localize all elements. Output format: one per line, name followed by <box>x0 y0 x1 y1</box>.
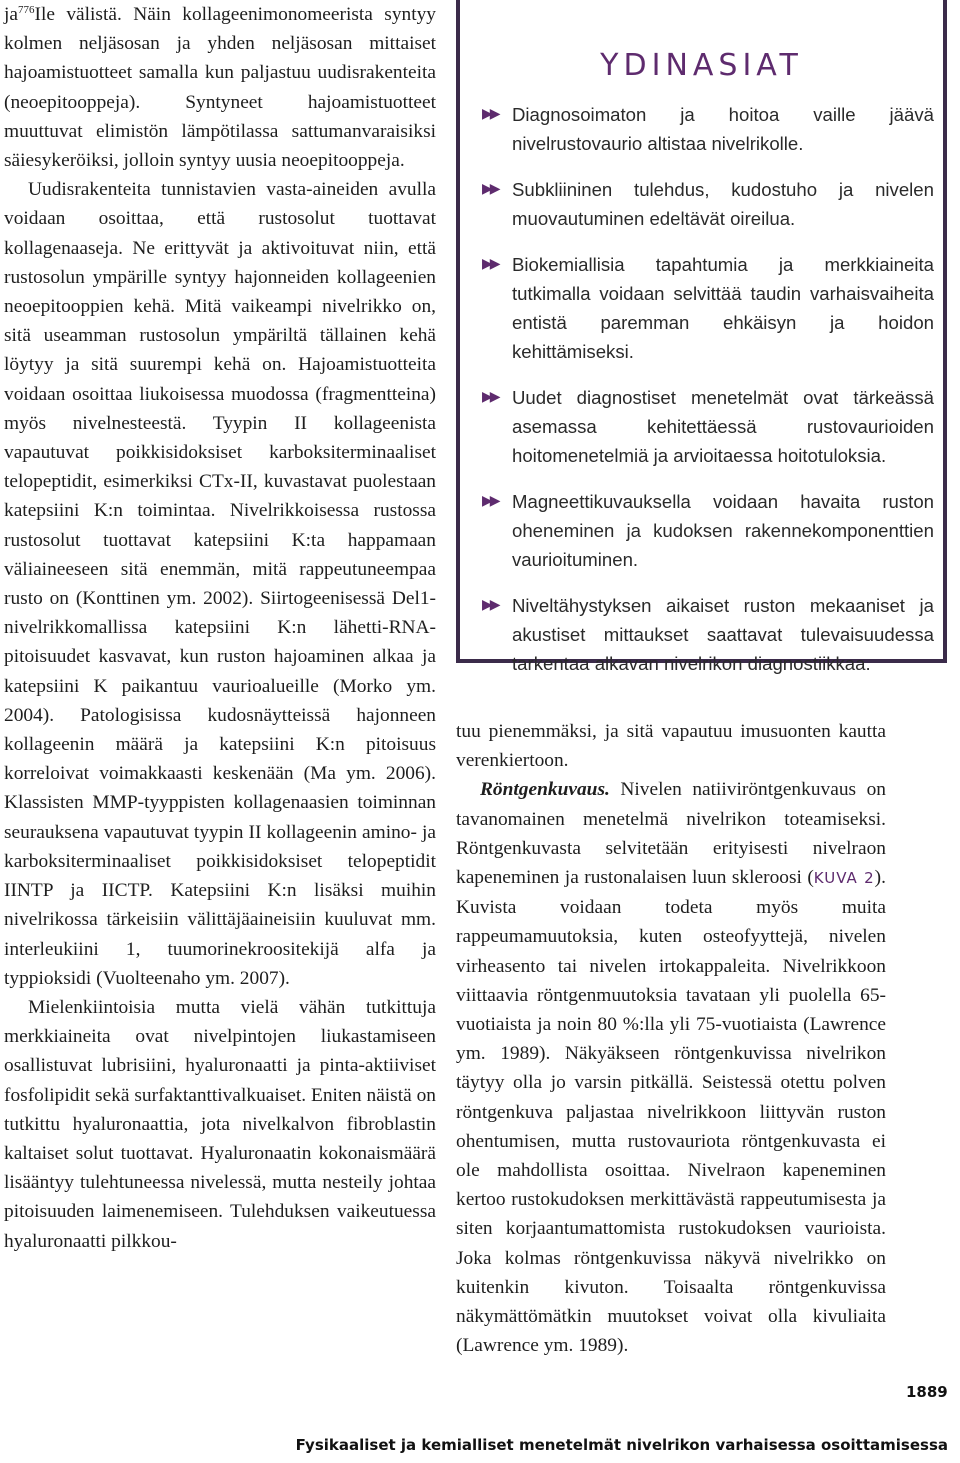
paragraph-text: ). Kuvista voidaan todeta myös muita rappeumamuutoksia, kuten osteofyyttejä, nivelen virheasento tai nivelen irtokappaleita. Nivelrikkoon viittaavia röntgenmuutoksia tavataan yli puolella 65-vuotiaista ja noin 80 %:lla yli 75-vuotiaista (Lawrence ym. 1989). Näkyäkseen röntgenkuvissa nivelrikon täytyy olla jo varsin pitkällä. Seistessä otettu polven röntgenkuva paljastaa nivelrikkoon liittyvän ruston ohentumisen, mutta rustovauriota röntgenkuvasta ei ole mahdollista osoittaa. Nivelraon kapeneminen kertoo rustokudoksen merkittävästä rappeutumisesta ja siten korjaantumattomista rustokudoksen vaurioista. Joka kolmas röntgenkuvissa näkyvä nivelrikko on kuitenkin kivuton. Toisaalta röntgenkuvissa näkymättömätkin muutokset voivat olla kivuliaita (Lawrence ym. 1989). <box>456 867 886 1357</box>
right-paragraph-2 <box>456 775 886 1360</box>
page-number: 1889 <box>906 1383 948 1401</box>
double-arrow-bullet-icon: ▶▶ <box>482 181 498 197</box>
key-point-item <box>482 175 934 233</box>
right-text-column <box>456 717 886 1360</box>
key-point-item <box>482 487 934 574</box>
left-paragraph-1 <box>4 0 436 175</box>
key-point-item <box>482 250 934 366</box>
paragraph-rest-text: Ile välistä. Näin kollageenimonomeerista syntyy kolmen neljäsosan ja yhden neljäsosan mittaiset hajoamistuotteet samalla kun paljastuu uudisrakenteita (neoepitooppeja). Syntyneet hajoamistuotteet muuttuvat elimistön lämpötilassa sattumanvaraisiksi säiesykeröiksi, jolloin syntyy uusia neoepitooppeja. <box>4 4 436 172</box>
paragraph-text: Nivelen natiiviröntgenkuvaus on tavanomainen menetelmä nivelrikon toteamiseksi. Röntgenkuvasta selvitetään erityisesti nivelraon kapeneminen ja rustonalaisen luun skleroosi ( <box>456 779 886 889</box>
paragraph-start-text: ja <box>4 4 18 25</box>
section-subheading: Röntgenkuvaus. <box>480 779 610 801</box>
key-points-box <box>456 0 947 674</box>
left-text-column <box>4 0 436 1256</box>
left-paragraph-3: Mielenkiintoisia mutta vielä vähän tutkittuja merkkiaineita ovat nivelpintojen liukastamiseen osallistuvat lubrisiini, hyaluronaatti ja pinta-aktiiviset fosfolipidit sekä surfaktanttivalkuaiset. Eniten näistä on tutkittu hyaluronaattia, jota nivelkalvon fibroblastin kaltaiset solut tuottavat. Hyaluronaatin kokonaismäärä lisääntyy tulehtuneessa nivelessä, mutta nesteily johtaa pitoisuuden laimenemiseen. Tulehduksen vaikeutuessa hyaluronaatti pilkkou- <box>4 996 436 1252</box>
key-points-list <box>482 100 934 695</box>
key-point-text: Diagnosoimaton ja hoitoa vaille jäävä nivelrustovaurio altistaa nivelrikolle. <box>512 104 934 154</box>
double-arrow-bullet-icon: ▶▶ <box>482 256 498 272</box>
key-point-item <box>482 100 934 158</box>
key-point-item <box>482 591 934 678</box>
reference-superscript: 776 <box>18 4 35 16</box>
double-arrow-bullet-icon: ▶▶ <box>482 106 498 122</box>
double-arrow-bullet-icon: ▶▶ <box>482 389 498 405</box>
right-paragraph-1: tuu pienemmäksi, ja sitä vapautuu imusuonten kautta verenkiertoon. <box>456 721 886 772</box>
key-point-text: Biokemiallisia tapahtumia ja merkkiaineita tutkimalla voidaan selvittää taudin varhaisvaiheita entistä paremman ehkäisyn ja hoidon kehittämiseksi. <box>512 254 934 362</box>
key-points-title: YDINASIAT <box>600 48 803 83</box>
double-arrow-bullet-icon: ▶▶ <box>482 493 498 509</box>
key-point-text: Subkliininen tulehdus, kudostuho ja nivelen muovautuminen edeltävät oireilua. <box>512 179 934 229</box>
key-point-text: Magneettikuvauksella voidaan havaita ruston oheneminen ja kudoksen rakennekomponenttien vaurioituminen. <box>512 491 934 570</box>
key-point-item <box>482 383 934 470</box>
left-paragraph-2: Uudisrakenteita tunnistavien vasta-aineiden avulla voidaan osoittaa, että rustosolut tuottavat kollagenaaseja. Ne erittyvät ja aktivoituvat niin, että rustosolun ympärille syntyy hajonneiden kollageenien neoepitooppien kehä. Mitä vaikeampi nivelrikko on, sitä useamman rustosolun ympäriltä tällainen kehä löytyy ja sitä suurempi kehä on. Hajoamistuotteita voidaan osoittaa liukoisessa muodossa (fragmentteina) myös nivelnesteestä. Tyypin II kollageenista vapautuvat poikkisidoksiset karboksiterminaaliset telopeptidit, esimerkiksi CTx-II, kuvastavat puolestaan katepsiini K:n toimintaa. Nivelrikkoisessa rustossa rustosolut tuottavat katepsiini K:ta happamaan väliaineeseen sitä enemmän, mitä rappeutuneempaa rusto on (Konttinen ym. 2002). Siirtogeenisessä Del1-nivelrikkomallissa katepsiini K:n lähetti-RNA-pitoisuudet kasvavat, kun ruston hajoaminen alkaa ja katepsiini K paikantuu vaurioalueille (Morko ym. 2004). Patologisissa kudosnäytteissä hajonneen kollageenin määrä ja katepsiini K:n pitoisuus korreloivat voimakkaasti keskenään (Ma ym. 2006). Klassisten MMP-tyyppisten kollagenaasien toiminnan seurauksena vapautuvat tyypin II kollageenin amino- ja karboksiterminaaliset poikkisidoksiset telopeptidit IINTP ja IICTP. Katepsiini K:n lisäksi muihin nivelrikossa tärkeisiin välittäjäaineisiin kuuluvat mm. interleukiini 1, tuumorinekroositekijä alfa ja typpioksidi (Vuolteenaho ym. 2007). <box>4 179 436 989</box>
double-arrow-bullet-icon: ▶▶ <box>482 597 498 613</box>
figure-reference: KUVA 2 <box>813 869 875 888</box>
key-point-text: Uudet diagnostiset menetelmät ovat tärkeässä asemassa kehitettäessä rustovaurioiden hoitomenetelmiä ja arvioitaessa hoitotuloksia. <box>512 387 934 466</box>
key-point-text: Niveltähystyksen aikaiset ruston mekaaniset ja akustiset mittaukset saattavat tulevaisuudessa tarkentaa alkavan nivelrikon diagnostiikkaa. <box>512 595 934 674</box>
running-footer: Fysikaaliset ja kemialliset menetelmät nivelrikon varhaisessa osoittamisessa <box>295 1436 948 1454</box>
